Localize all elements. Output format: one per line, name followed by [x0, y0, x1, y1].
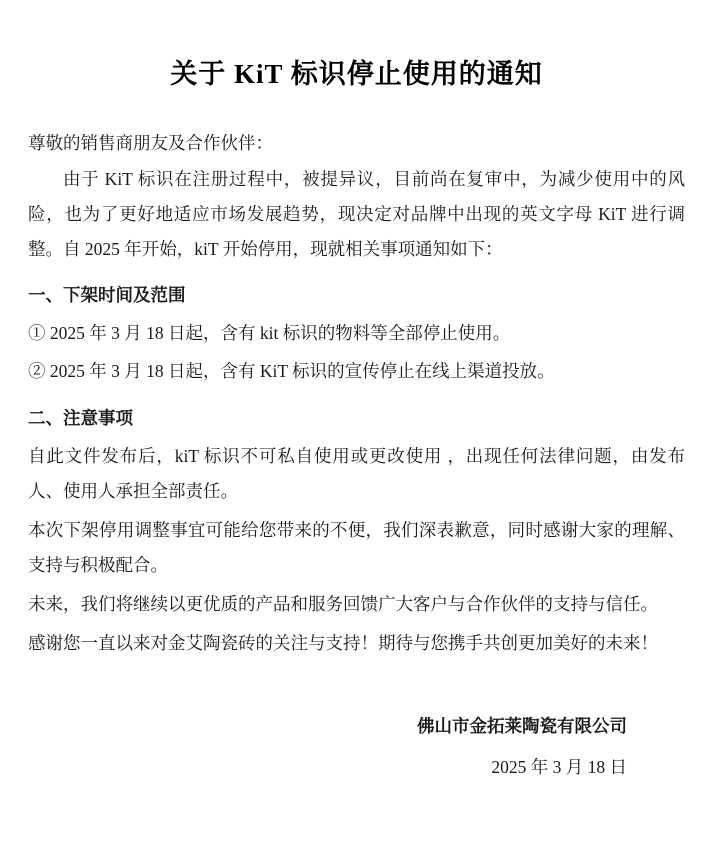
list-item-text: 2025 年 3 月 18 日起，含有 KiT 标识的宣传停止在线上渠道投放。: [49, 360, 555, 381]
salutation: 尊敬的销售商朋友及合作伙伴：: [28, 133, 273, 153]
list-item: [28, 354, 685, 390]
list-item-text: 2025 年 3 月 18 日起，含有 kit 标识的物料等全部停止使用。: [49, 323, 511, 343]
list-marker: ②: [28, 360, 46, 381]
signature-block: [28, 709, 685, 785]
signature-company: 佛山市金拓莱陶瓷有限公司: [417, 715, 627, 736]
section-heading-2: 二、注意事项: [28, 407, 133, 428]
note-paragraph-1: 自此文件发布后，kiT 标识不可私自使用或更改使用 ，出现任何法律问题，由发布人、使用人承担全部责任。: [28, 445, 685, 501]
note-paragraph-2: 本次下架停用调整事宜可能给您带来的不便，我们深表歉意，同时感谢大家的理解、支持与积极配合。: [28, 519, 685, 575]
note-paragraph-3: 未来，我们将继续以更优质的产品和服务回馈广大客户与合作伙伴的支持与信任。: [28, 593, 658, 614]
signature-date: 2025 年 3 月 18 日: [491, 756, 627, 777]
list-item: [28, 316, 685, 352]
intro-paragraph: 由于 KiT 标识在注册过程中，被提异议，目前尚在复审中，为减少使用中的风险，也为了更好地适应市场发展趋势，现决定对品牌中出现的英文字母 KiT 进行调整。自 2025 年开始，kiT 开始停用，现就相关事项通知如下：: [28, 169, 685, 260]
section-heading-1: 一、下架时间及范围: [28, 285, 186, 306]
list-marker: ①: [28, 323, 46, 343]
note-paragraph-4: 感谢您一直以来对金艾陶瓷砖的关注与支持！期待与您携手共创更加美好的未来！: [28, 632, 658, 653]
page-title: 关于 KiT 标识停止使用的通知: [170, 59, 543, 89]
